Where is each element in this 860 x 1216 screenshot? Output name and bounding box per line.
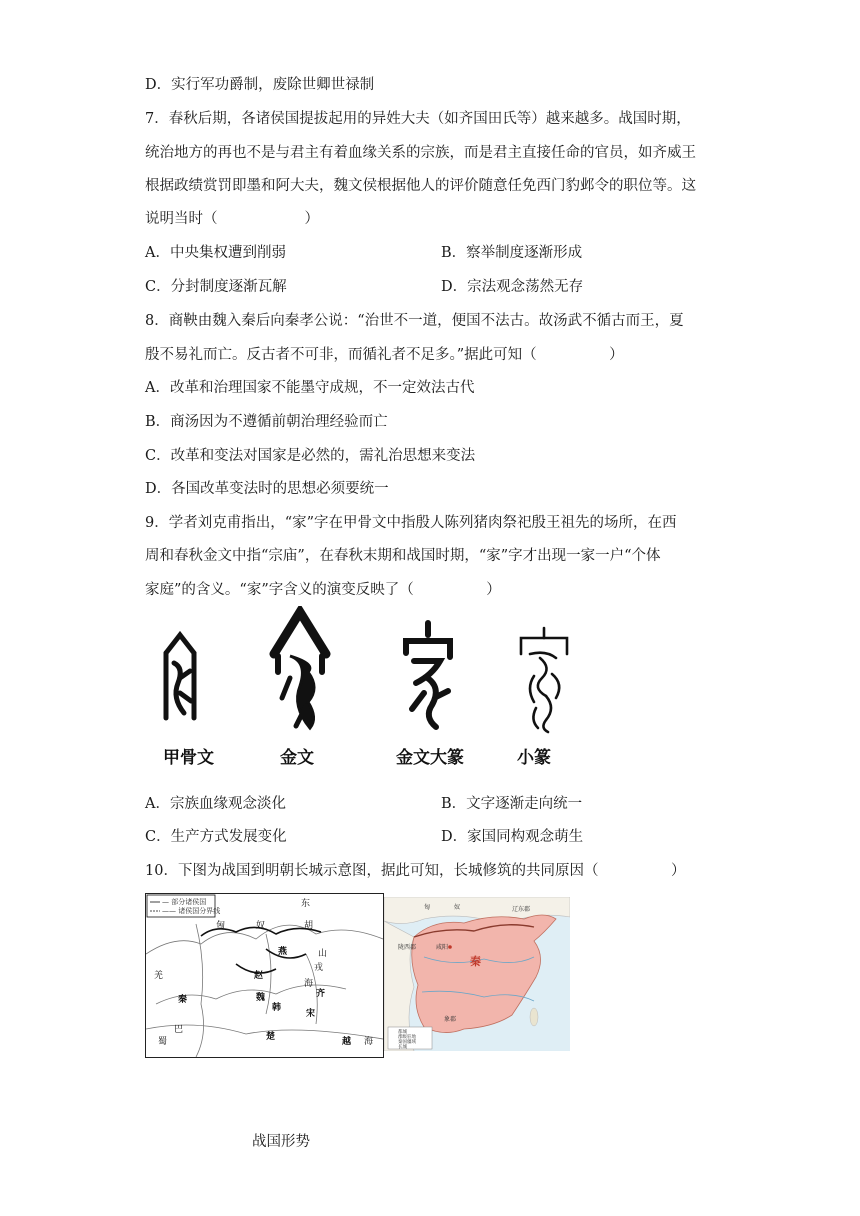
map2-label: 辽东郡	[512, 906, 531, 913]
map2-label: 奴	[454, 904, 461, 911]
q8-option-a: A．改革和治理国家不能墨守成规，不一定效法古代	[145, 380, 475, 396]
map1-label: 匈	[216, 921, 226, 931]
map-caption: 战国形势	[252, 1134, 310, 1150]
map1-label: 戎	[314, 963, 324, 973]
q8-stem-line: 殷不易礼而亡。反古者不可非，而循礼者不足多。”据此可知（ ）	[145, 347, 624, 363]
map1-legend-states: — 部分诸侯国	[162, 898, 207, 906]
map1-label: 羌	[154, 971, 164, 981]
q7-stem-line: 7．春秋后期，各诸侯国提拔起用的异姓大夫（如齐国田氏等）越来越多。战国时期，	[145, 111, 691, 127]
map2-legend: 长城	[398, 1045, 407, 1050]
map1-label: 胡	[304, 921, 314, 931]
map1-label: 蜀	[158, 1037, 168, 1047]
small-seal-jia-glyph	[516, 624, 572, 734]
q9-stem-line: 周和春秋金文中指“宗庙”，在春秋末期和战国时期，“家”字才出现一家一户“个体	[145, 548, 661, 564]
map2-label: 陇西郡	[398, 944, 417, 951]
q8-option-b: B．商汤因为不遵循前朝治理经验而亡	[145, 414, 388, 430]
map1-label: 楚	[266, 1032, 276, 1042]
q9-option-c: C．生产方式发展变化	[145, 829, 287, 845]
warring-states-map	[145, 893, 384, 1058]
q8-stem-line: 8．商鞅由魏入秦后向秦孝公说：“治世不一道，便国不法古。故汤武不循古而王，夏	[145, 313, 684, 329]
map1-label: 燕	[278, 947, 288, 957]
q7-option-c: C．分封制度逐渐瓦解	[145, 279, 287, 295]
map2-legend: 秦国疆域	[398, 1040, 416, 1045]
q6-option-d: D．实行军功爵制，废除世卿世禄制	[145, 77, 375, 93]
map2-label: 匈	[424, 904, 431, 911]
map2-label: 咸阳	[436, 944, 449, 951]
map1-label: 宋	[306, 1009, 316, 1019]
map2-qin-label: 秦	[470, 955, 481, 968]
map1-label: 韩	[272, 1003, 282, 1013]
q9-option-b: B．文字逐渐走向统一	[441, 796, 583, 812]
map1-label: 齐	[316, 989, 326, 999]
q9-option-a: A．宗族血缘观念淡化	[145, 796, 286, 812]
glyph-label-small-seal: 小篆	[517, 748, 551, 768]
glyph-label-bronze: 金文	[280, 748, 314, 768]
map2-legend: 郡级驻地	[398, 1035, 416, 1040]
bronze-jia-glyph	[268, 606, 332, 736]
map1-label: 奴	[256, 921, 266, 931]
map2-label: 象郡	[444, 1016, 457, 1023]
map1-label: 海	[364, 1037, 374, 1047]
q7-stem-line: 说明当时（ ）	[145, 211, 319, 227]
q8-option-c: C．改革和变法对国家是必然的，需礼治思想来变法	[145, 448, 476, 464]
q7-stem-line: 根据政绩赏罚即墨和阿大夫，魏文侯根据他人的评价随意任免西门豹邺令的职位等。这	[145, 178, 696, 194]
map1-label: 东	[301, 899, 311, 909]
q7-option-d: D．宗法观念荡然无存	[441, 279, 584, 295]
qin-dynasty-map	[384, 897, 570, 1051]
oracle-bone-jia-glyph	[160, 623, 200, 733]
glyph-label-great-seal: 金文大篆	[396, 748, 464, 768]
q10-stem-line: 10．下图为战国到明朝长城示意图，据此可知，长城修筑的共同原因（ ）	[145, 863, 686, 879]
q7-option-b: B．察举制度逐渐形成	[441, 245, 583, 261]
q9-stem-line: 9．学者刘克甫指出，“家”字在甲骨文中指殷人陈列猪肉祭祀殷王祖先的场所，在西	[145, 515, 677, 531]
map1-legend-borders: —— 诸侯国分界线	[162, 907, 221, 915]
q8-option-d: D．各国改革变法时的思想必须要统一	[145, 481, 389, 497]
map1-label: 越	[342, 1037, 352, 1047]
q9-option-d: D．家国同构观念萌生	[441, 829, 584, 845]
glyph-label-oracle-bone: 甲骨文	[163, 748, 214, 768]
map1-label: 巴	[174, 1025, 184, 1035]
map2-legend: 都城	[398, 1030, 407, 1035]
map1-label: 海	[304, 979, 314, 989]
map1-label: 山	[318, 949, 328, 959]
map1-label: 赵	[254, 971, 264, 981]
q7-stem-line: 统治地方的再也不是与君主有着血缘关系的宗族，而是君主直接任命的官员，如齐威王	[145, 145, 696, 161]
q7-option-a: A．中央集权遭到削弱	[145, 245, 286, 261]
great-seal-jia-glyph	[402, 617, 454, 735]
map1-label: 秦	[178, 995, 188, 1005]
q9-stem-line: 家庭”的含义。“家”字含义的演变反映了（ ）	[145, 582, 501, 598]
map1-label: 魏	[256, 993, 266, 1003]
